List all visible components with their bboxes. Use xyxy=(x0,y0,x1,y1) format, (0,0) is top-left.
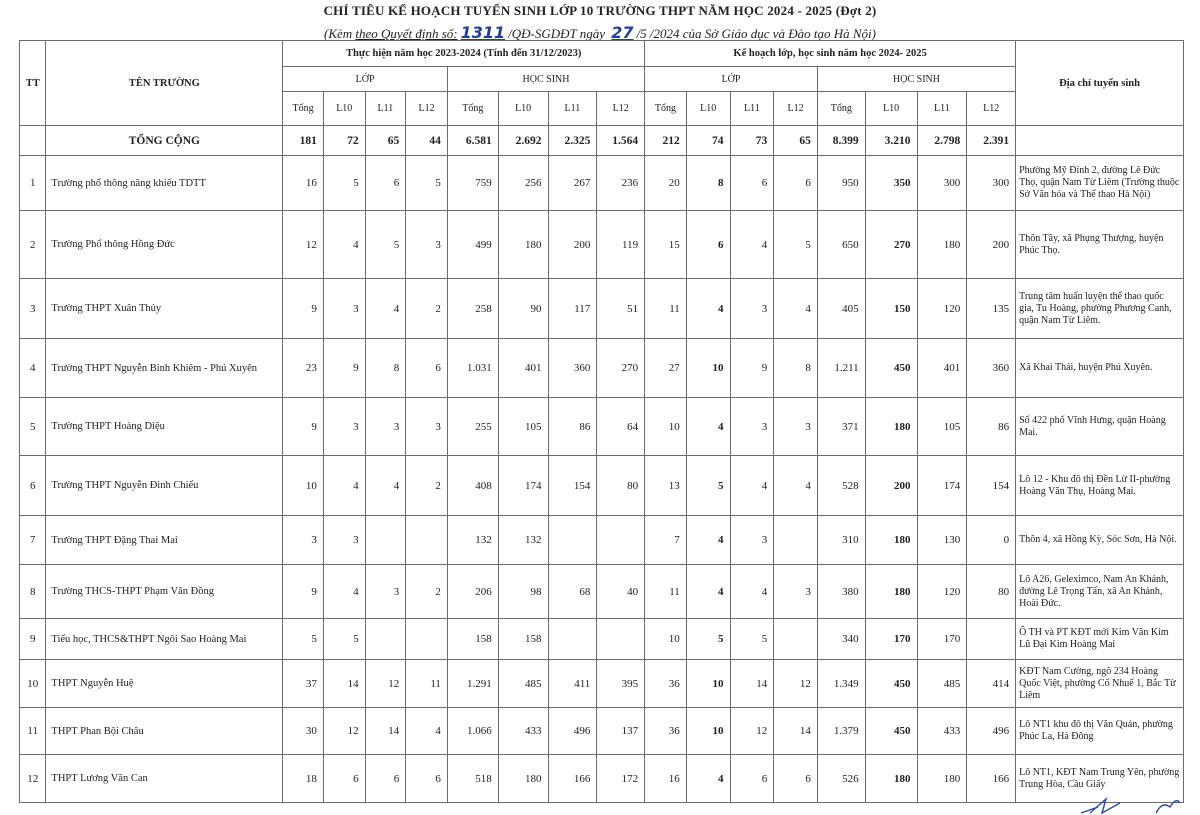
row-value xyxy=(774,619,818,660)
row-value: 6 xyxy=(730,156,774,211)
row-value: 3 xyxy=(283,516,324,565)
row-value: 4 xyxy=(365,456,406,516)
row-value: 411 xyxy=(548,660,597,708)
row-value: 6 xyxy=(323,755,365,803)
header-tt: TT xyxy=(20,41,46,126)
row-value: 4 xyxy=(406,708,448,755)
row-value: 86 xyxy=(548,398,597,456)
row-value xyxy=(406,516,448,565)
header-sub-l12: L12 xyxy=(774,92,818,126)
row-value: 170 xyxy=(865,619,917,660)
row-value: 4 xyxy=(686,398,730,456)
row-value: 300 xyxy=(967,156,1016,211)
row-value: 11 xyxy=(406,660,448,708)
total-value: 1.564 xyxy=(597,126,645,156)
header-sub-l10: L10 xyxy=(686,92,730,126)
row-value: 1.031 xyxy=(447,339,498,398)
row-value xyxy=(774,516,818,565)
table-row xyxy=(20,755,1184,803)
row-value: 4 xyxy=(323,211,365,279)
row-tt: 9 xyxy=(20,619,46,660)
row-value: 1.291 xyxy=(447,660,498,708)
row-value: 166 xyxy=(548,755,597,803)
row-value: 270 xyxy=(865,211,917,279)
table-row xyxy=(20,156,1184,211)
row-value: 8 xyxy=(365,339,406,398)
enrollment-table xyxy=(19,40,1184,803)
row-value: 2 xyxy=(406,279,448,339)
row-value: 4 xyxy=(730,456,774,516)
row-value: 170 xyxy=(917,619,967,660)
total-value: 181 xyxy=(283,126,324,156)
row-tt: 5 xyxy=(20,398,46,456)
school-name: Trường THPT Hoàng Diệu xyxy=(46,398,283,456)
row-value: 4 xyxy=(730,565,774,619)
row-value: 117 xyxy=(548,279,597,339)
row-value: 360 xyxy=(548,339,597,398)
row-value: 6 xyxy=(730,755,774,803)
row-value: 154 xyxy=(548,456,597,516)
school-name: Trường THCS-THPT Phạm Văn Đồng xyxy=(46,565,283,619)
row-value: 3 xyxy=(406,398,448,456)
row-value: 9 xyxy=(283,565,324,619)
row-value: 14 xyxy=(323,660,365,708)
row-value: 340 xyxy=(817,619,865,660)
row-value: 172 xyxy=(597,755,645,803)
row-value: 15 xyxy=(645,211,687,279)
row-value: 258 xyxy=(447,279,498,339)
row-value: 10 xyxy=(686,660,730,708)
row-tt: 12 xyxy=(20,755,46,803)
row-value: 80 xyxy=(967,565,1016,619)
row-value: 4 xyxy=(686,516,730,565)
row-value: 4 xyxy=(774,279,818,339)
row-value: 8 xyxy=(774,339,818,398)
subtitle-theo: theo Quyết định số: xyxy=(355,26,458,41)
total-value: 3.210 xyxy=(865,126,917,156)
subtitle-mid: /QĐ-SGDĐT ngày xyxy=(508,26,606,41)
header-sub-tong: Tổng xyxy=(817,92,865,126)
total-value: 74 xyxy=(686,126,730,156)
row-value: 5 xyxy=(774,211,818,279)
total-value: 44 xyxy=(406,126,448,156)
row-value: 405 xyxy=(817,279,865,339)
row-value: 4 xyxy=(730,211,774,279)
row-value xyxy=(365,619,406,660)
row-value: 267 xyxy=(548,156,597,211)
row-value: 180 xyxy=(865,565,917,619)
row-value: 180 xyxy=(865,516,917,565)
row-value: 11 xyxy=(645,279,687,339)
total-value: 2.692 xyxy=(498,126,548,156)
row-tt: 10 xyxy=(20,660,46,708)
row-value: 6 xyxy=(774,156,818,211)
subtitle-tail: /5 /2024 của Sở Giáo dục và Đào tạo Hà Nội) xyxy=(636,26,877,41)
row-value: 0 xyxy=(967,516,1016,565)
row-value: 30 xyxy=(283,708,324,755)
row-value: 5 xyxy=(323,619,365,660)
row-value: 130 xyxy=(917,516,967,565)
row-value: 3 xyxy=(323,279,365,339)
row-value: 408 xyxy=(447,456,498,516)
header-sub-l12: L12 xyxy=(406,92,448,126)
row-value: 528 xyxy=(817,456,865,516)
row-value: 200 xyxy=(967,211,1016,279)
row-value: 3 xyxy=(406,211,448,279)
row-value xyxy=(365,516,406,565)
signature-mark xyxy=(1076,793,1186,815)
row-value: 6 xyxy=(686,211,730,279)
row-tt: 11 xyxy=(20,708,46,755)
header-sub-l10: L10 xyxy=(323,92,365,126)
row-value: 433 xyxy=(917,708,967,755)
subtitle-prefix: (Kèm xyxy=(323,26,353,41)
row-value: 9 xyxy=(730,339,774,398)
row-value: 5 xyxy=(365,211,406,279)
row-value: 759 xyxy=(447,156,498,211)
row-value: 37 xyxy=(283,660,324,708)
school-name: Tiểu học, THCS&THPT Ngôi Sao Hoàng Mai xyxy=(46,619,283,660)
row-value: 200 xyxy=(865,456,917,516)
school-address: Thôn 4, xã Hồng Kỳ, Sóc Sơn, Hà Nội. xyxy=(1016,516,1184,565)
row-value: 270 xyxy=(597,339,645,398)
school-address: Lô NT1 khu đô thị Văn Quán, phường Phúc La, Hà Đông xyxy=(1016,708,1184,755)
row-value: 137 xyxy=(597,708,645,755)
row-value: 3 xyxy=(774,565,818,619)
row-value: 180 xyxy=(865,398,917,456)
total-value: 73 xyxy=(730,126,774,156)
row-value: 380 xyxy=(817,565,865,619)
row-value: 14 xyxy=(365,708,406,755)
school-address: Lô 12 - Khu đô thị Đền Lừ II-phường Hoàng Văn Thụ, Hoàng Mai. xyxy=(1016,456,1184,516)
row-value: 6 xyxy=(406,755,448,803)
table-row xyxy=(20,708,1184,755)
row-value: 1.066 xyxy=(447,708,498,755)
row-value: 5 xyxy=(686,456,730,516)
decision-day: 27 xyxy=(611,23,634,42)
row-value: 16 xyxy=(283,156,324,211)
row-value: 11 xyxy=(645,565,687,619)
school-address: Phường Mỹ Đình 2, đường Lê Đức Thọ, quận Nam Từ Liêm (Trường thuộc Sở Văn hóa và Thể thao Hà Nội) xyxy=(1016,156,1184,211)
total-row xyxy=(20,126,1184,156)
row-value: 180 xyxy=(917,211,967,279)
row-value: 433 xyxy=(498,708,548,755)
row-value: 40 xyxy=(597,565,645,619)
header-actual-classes: LỚP xyxy=(283,67,448,92)
row-value xyxy=(597,619,645,660)
header-group-actual: Thực hiện năm học 2023-2024 (Tính đến 31/12/2023) xyxy=(283,41,645,67)
row-value: 200 xyxy=(548,211,597,279)
row-value: 158 xyxy=(447,619,498,660)
row-value: 174 xyxy=(498,456,548,516)
row-value: 158 xyxy=(498,619,548,660)
row-value: 68 xyxy=(548,565,597,619)
row-value: 80 xyxy=(597,456,645,516)
row-value: 5 xyxy=(406,156,448,211)
school-name: THPT Lương Văn Can xyxy=(46,755,283,803)
header-sub-l11: L11 xyxy=(548,92,597,126)
row-value: 6 xyxy=(774,755,818,803)
row-value: 485 xyxy=(917,660,967,708)
row-value: 4 xyxy=(365,279,406,339)
total-address xyxy=(1016,126,1184,156)
row-tt: 2 xyxy=(20,211,46,279)
row-value: 371 xyxy=(817,398,865,456)
row-value: 5 xyxy=(730,619,774,660)
table-row xyxy=(20,660,1184,708)
total-value: 65 xyxy=(365,126,406,156)
row-value: 105 xyxy=(917,398,967,456)
row-value: 300 xyxy=(917,156,967,211)
row-tt: 3 xyxy=(20,279,46,339)
row-value: 180 xyxy=(917,755,967,803)
header-plan-students: HỌC SINH xyxy=(817,67,1015,92)
row-value: 6 xyxy=(365,156,406,211)
row-value: 120 xyxy=(917,565,967,619)
header-sub-l12: L12 xyxy=(967,92,1016,126)
row-value: 9 xyxy=(283,279,324,339)
row-value: 1.211 xyxy=(817,339,865,398)
table-row xyxy=(20,565,1184,619)
school-name: Trường phổ thông năng khiếu TDTT xyxy=(46,156,283,211)
row-value: 135 xyxy=(967,279,1016,339)
header-sub-tong: Tổng xyxy=(645,92,687,126)
row-value: 12 xyxy=(323,708,365,755)
row-value xyxy=(548,516,597,565)
row-value: 256 xyxy=(498,156,548,211)
table-row xyxy=(20,456,1184,516)
table-row xyxy=(20,211,1184,279)
school-address: Trung tâm huấn luyện thể thao quốc gia, Tu Hoàng, phường Phương Canh, quận Nam Từ Liêm. xyxy=(1016,279,1184,339)
school-address: Số 422 phố Vĩnh Hưng, quận Hoàng Mai. xyxy=(1016,398,1184,456)
header-sub-tong: Tổng xyxy=(447,92,498,126)
total-label: TỔNG CỘNG xyxy=(46,126,283,156)
header-plan-classes: LỚP xyxy=(645,67,818,92)
row-value: 3 xyxy=(365,398,406,456)
row-value: 12 xyxy=(365,660,406,708)
row-value: 4 xyxy=(323,565,365,619)
school-address: KĐT Nam Cường, ngõ 234 Hoàng Quốc Việt, phường Cổ Nhuế 1, Bắc Từ Liêm xyxy=(1016,660,1184,708)
total-value: 2.798 xyxy=(917,126,967,156)
row-value: 120 xyxy=(917,279,967,339)
row-value: 4 xyxy=(774,456,818,516)
header-actual-students: HỌC SINH xyxy=(447,67,644,92)
row-value: 499 xyxy=(447,211,498,279)
school-name: THPT Phan Bội Châu xyxy=(46,708,283,755)
school-name: Trường Phổ thông Hồng Đức xyxy=(46,211,283,279)
table-row xyxy=(20,516,1184,565)
row-value: 401 xyxy=(917,339,967,398)
row-value: 3 xyxy=(774,398,818,456)
row-value: 650 xyxy=(817,211,865,279)
header-address: Địa chỉ tuyển sinh xyxy=(1016,41,1184,126)
row-value: 1.349 xyxy=(817,660,865,708)
row-value: 150 xyxy=(865,279,917,339)
row-value: 180 xyxy=(498,211,548,279)
school-address: Thôn Tây, xã Phụng Thượng, huyện Phúc Thọ. xyxy=(1016,211,1184,279)
table-row xyxy=(20,619,1184,660)
header-sub-l12: L12 xyxy=(597,92,645,126)
row-value xyxy=(406,619,448,660)
row-value: 450 xyxy=(865,708,917,755)
row-value xyxy=(548,619,597,660)
table-row xyxy=(20,279,1184,339)
header-sub-l11: L11 xyxy=(917,92,967,126)
school-address: Xã Khai Thái, huyện Phú Xuyên. xyxy=(1016,339,1184,398)
row-value: 3 xyxy=(730,398,774,456)
row-value: 3 xyxy=(365,565,406,619)
row-value: 496 xyxy=(967,708,1016,755)
row-value: 255 xyxy=(447,398,498,456)
row-tt: 7 xyxy=(20,516,46,565)
row-value: 154 xyxy=(967,456,1016,516)
row-tt: 1 xyxy=(20,156,46,211)
row-value: 13 xyxy=(645,456,687,516)
table-row xyxy=(20,398,1184,456)
school-address: Ô TH và PT KĐT mới Kim Văn Kim Lũ Đại Kim Hoàng Mai xyxy=(1016,619,1184,660)
row-value: 10 xyxy=(645,398,687,456)
total-value: 72 xyxy=(323,126,365,156)
row-value: 86 xyxy=(967,398,1016,456)
row-value: 3 xyxy=(323,398,365,456)
row-value: 105 xyxy=(498,398,548,456)
row-value: 180 xyxy=(498,755,548,803)
row-value: 1.379 xyxy=(817,708,865,755)
school-name: THPT Nguyễn Huệ xyxy=(46,660,283,708)
row-value: 36 xyxy=(645,660,687,708)
row-value: 27 xyxy=(645,339,687,398)
row-value: 3 xyxy=(730,279,774,339)
row-value: 12 xyxy=(283,211,324,279)
row-value: 9 xyxy=(323,339,365,398)
row-value: 360 xyxy=(967,339,1016,398)
total-value: 2.325 xyxy=(548,126,597,156)
row-value: 98 xyxy=(498,565,548,619)
row-value: 3 xyxy=(730,516,774,565)
total-value: 65 xyxy=(774,126,818,156)
header-sub-tong: Tổng xyxy=(283,92,324,126)
row-value: 518 xyxy=(447,755,498,803)
total-value: 2.391 xyxy=(967,126,1016,156)
total-value: 8.399 xyxy=(817,126,865,156)
row-value: 236 xyxy=(597,156,645,211)
decision-number: 1311 xyxy=(460,23,506,42)
row-tt: 4 xyxy=(20,339,46,398)
row-value: 174 xyxy=(917,456,967,516)
row-value: 4 xyxy=(323,456,365,516)
row-value: 51 xyxy=(597,279,645,339)
school-address: Lô NT1, KĐT Nam Trung Yên, phường Trung Hòa, Cầu Giấy xyxy=(1016,755,1184,803)
header-sub-l11: L11 xyxy=(365,92,406,126)
header-sub-l10: L10 xyxy=(865,92,917,126)
document-title: CHỈ TIÊU KẾ HOẠCH TUYỂN SINH LỚP 10 TRƯỜNG THPT NĂM HỌC 2024 - 2025 (Đợt 2) xyxy=(323,3,877,18)
row-value: 395 xyxy=(597,660,645,708)
row-value: 12 xyxy=(730,708,774,755)
row-value: 10 xyxy=(686,339,730,398)
row-value: 6 xyxy=(365,755,406,803)
row-value: 14 xyxy=(730,660,774,708)
row-value: 450 xyxy=(865,339,917,398)
school-address: Lô A26, Geleximco, Nam An Khánh, đường Lê Trọng Tấn, xã An Khánh, Hoài Đức. xyxy=(1016,565,1184,619)
row-value: 10 xyxy=(686,708,730,755)
row-value: 23 xyxy=(283,339,324,398)
row-value: 119 xyxy=(597,211,645,279)
row-value: 90 xyxy=(498,279,548,339)
row-value: 132 xyxy=(498,516,548,565)
row-value: 526 xyxy=(817,755,865,803)
row-value: 496 xyxy=(548,708,597,755)
school-name: Trường THPT Xuân Thủy xyxy=(46,279,283,339)
row-value: 10 xyxy=(645,619,687,660)
row-value: 64 xyxy=(597,398,645,456)
row-value: 5 xyxy=(323,156,365,211)
header-group-plan: Kế hoạch lớp, học sinh năm học 2024- 2025 xyxy=(645,41,1016,67)
row-value: 2 xyxy=(406,456,448,516)
row-value: 166 xyxy=(967,755,1016,803)
row-value: 450 xyxy=(865,660,917,708)
row-value: 10 xyxy=(283,456,324,516)
row-value: 414 xyxy=(967,660,1016,708)
row-value: 350 xyxy=(865,156,917,211)
row-tt: 8 xyxy=(20,565,46,619)
row-value: 18 xyxy=(283,755,324,803)
row-value: 206 xyxy=(447,565,498,619)
row-value: 6 xyxy=(406,339,448,398)
table-row xyxy=(20,339,1184,398)
header-sub-l11: L11 xyxy=(730,92,774,126)
row-value: 485 xyxy=(498,660,548,708)
row-value: 310 xyxy=(817,516,865,565)
school-name: Trường THPT Nguyễn Bỉnh Khiêm - Phú Xuyên xyxy=(46,339,283,398)
row-value: 401 xyxy=(498,339,548,398)
row-value xyxy=(967,619,1016,660)
row-value: 8 xyxy=(686,156,730,211)
row-value: 16 xyxy=(645,755,687,803)
row-value: 20 xyxy=(645,156,687,211)
header-school: TÊN TRƯỜNG xyxy=(46,41,283,126)
total-value: 6.581 xyxy=(447,126,498,156)
row-value: 4 xyxy=(686,565,730,619)
school-name: Trường THPT Đặng Thai Mai xyxy=(46,516,283,565)
row-value: 950 xyxy=(817,156,865,211)
total-tt xyxy=(20,126,46,156)
school-name: Trường THPT Nguyễn Đình Chiểu xyxy=(46,456,283,516)
row-value: 5 xyxy=(686,619,730,660)
row-value xyxy=(597,516,645,565)
row-value: 2 xyxy=(406,565,448,619)
row-value: 7 xyxy=(645,516,687,565)
row-value: 12 xyxy=(774,660,818,708)
row-value: 180 xyxy=(865,755,917,803)
row-value: 9 xyxy=(283,398,324,456)
row-value: 14 xyxy=(774,708,818,755)
row-value: 132 xyxy=(447,516,498,565)
row-value: 36 xyxy=(645,708,687,755)
row-tt: 6 xyxy=(20,456,46,516)
row-value: 5 xyxy=(283,619,324,660)
header-sub-l10: L10 xyxy=(498,92,548,126)
row-value: 4 xyxy=(686,279,730,339)
row-value: 4 xyxy=(686,755,730,803)
total-value: 212 xyxy=(645,126,687,156)
row-value: 3 xyxy=(323,516,365,565)
